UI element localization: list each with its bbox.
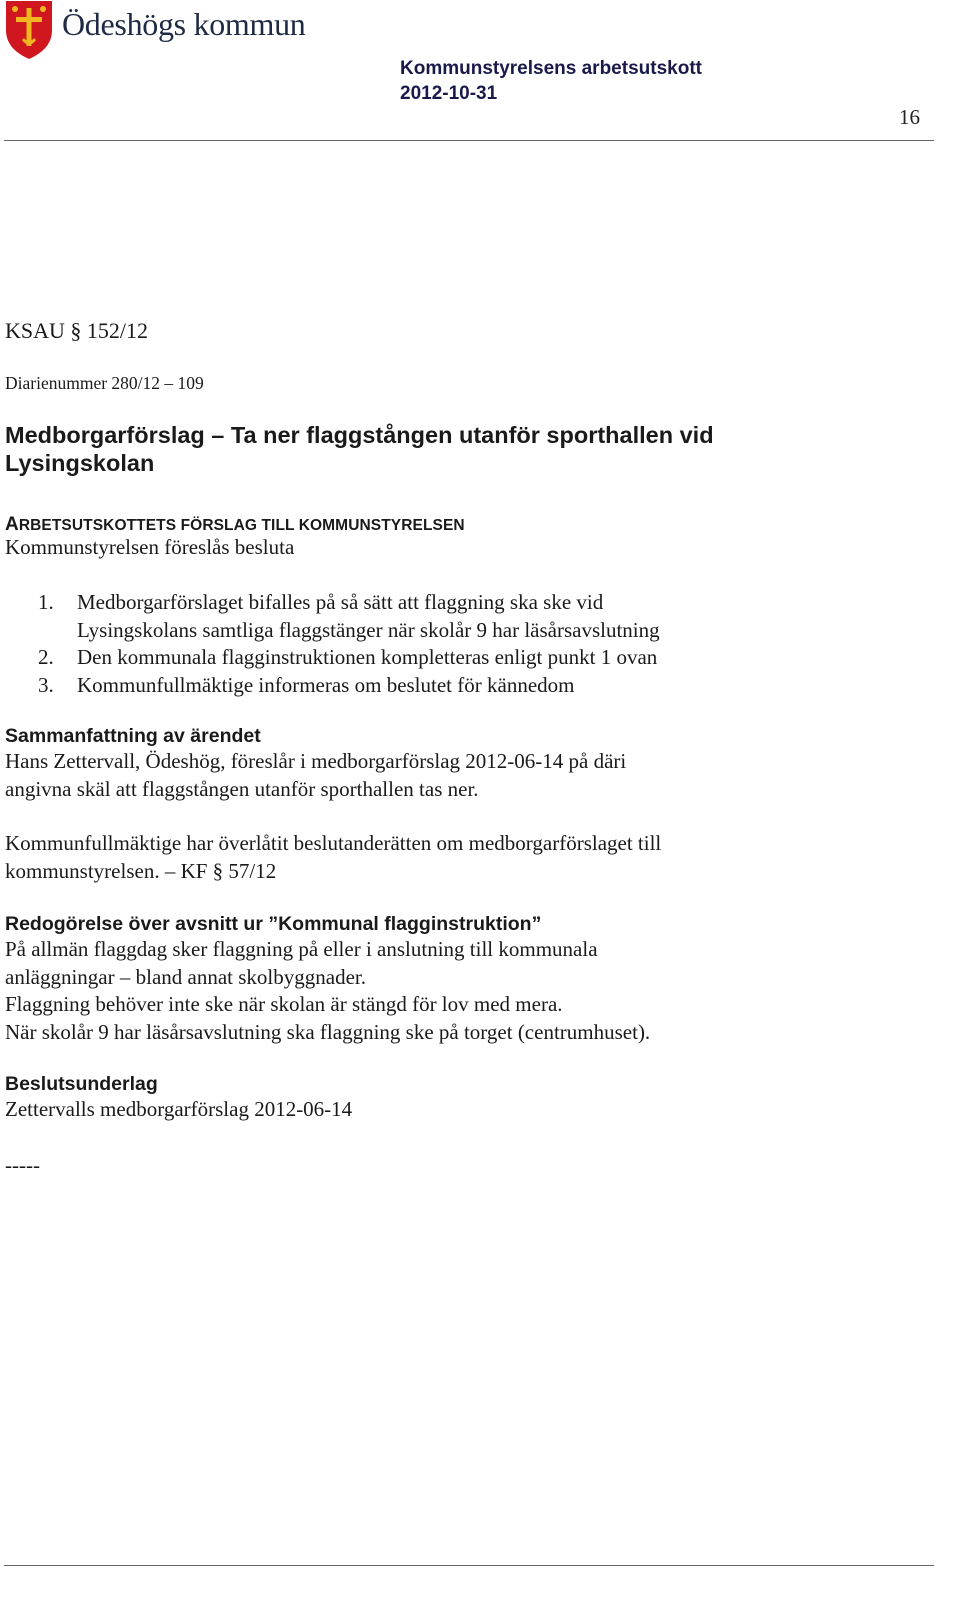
list-item-text: Medborgarförslaget bifalles på så sätt att flaggning ska ske vid	[77, 590, 604, 614]
summary-heading: Sammanfattning av ärendet	[5, 725, 261, 747]
proposal-heading-rest: RBETSUTSKOTTETS FÖRSLAG TILL KOMMUNSTYRELSEN	[18, 517, 465, 534]
paragraph-line: Flaggning behöver inte ske när skolan är stängd för lov med mera.	[5, 992, 563, 1016]
proposal-heading-initial: A	[5, 514, 19, 535]
header-divider	[4, 140, 934, 141]
basis-line: Zettervalls medborgarförslag 2012-06-14	[5, 1097, 353, 1121]
list-item-number: 2.	[38, 645, 54, 669]
list-item	[0, 672, 960, 700]
committee-name: Kommunstyrelsens arbetsutskott	[400, 58, 702, 79]
account-paragraph	[5, 936, 650, 1046]
paragraph-line: När skolår 9 har läsårsavslutning ska flaggning ske på torget (centrumhuset).	[5, 1019, 651, 1044]
paragraph-line: anläggningar – bland annat skolbyggnader.	[5, 964, 366, 989]
proposal-heading	[5, 514, 465, 536]
summary-paragraph	[5, 748, 626, 803]
page-number: 16	[899, 105, 920, 129]
end-mark: -----	[5, 1153, 40, 1177]
list-item-number: 3.	[38, 672, 54, 697]
list-item-number: 1.	[38, 590, 54, 614]
basis-heading: Beslutsunderlag	[5, 1073, 158, 1095]
document-title-line: Lysingskolan	[5, 450, 155, 476]
organization-name: Ödeshögs kommun	[62, 6, 306, 42]
summary-paragraph	[5, 830, 661, 885]
paragraph-line: angivna skäl att flaggstången utanför sporthallen tas ner.	[5, 776, 479, 801]
list-item-text: Kommunfullmäktige informeras om beslutet för kännedom	[77, 672, 575, 697]
paragraph-line: kommunstyrelsen. – KF § 57/12	[5, 858, 277, 883]
municipality-emblem-icon	[4, 0, 54, 60]
paragraph-line: Kommunfullmäktige har överlåtit beslutanderätten om medborgarförslaget till	[5, 831, 662, 855]
document-title	[5, 421, 714, 477]
paragraph-line: På allmän flaggdag sker flaggning på eller i anslutning till kommunala	[5, 937, 598, 961]
proposal-list	[0, 589, 960, 699]
diarie-number: Diarienummer 280/12 – 109	[5, 373, 204, 393]
footer-divider	[4, 1565, 934, 1566]
list-item	[0, 644, 960, 672]
case-id: KSAU § 152/12	[5, 318, 149, 343]
account-heading: Redogörelse över avsnitt ur ”Kommunal flagginstruktion”	[5, 913, 542, 935]
paragraph-line: Hans Zettervall, Ödeshög, föreslår i medborgarförslag 2012-06-14 på däri	[5, 749, 627, 773]
list-item	[0, 589, 960, 644]
list-item-text: Lysingskolans samtliga flaggstänger när skolår 9 har läsårsavslutning	[77, 617, 660, 642]
meeting-date: 2012-10-31	[400, 83, 498, 104]
list-item-text: Den kommunala flagginstruktionen kompletteras enligt punkt 1 ovan	[77, 645, 658, 669]
document-title-line: Medborgarförslag – Ta ner flaggstången utanför sporthallen vid	[5, 422, 714, 448]
proposal-intro: Kommunstyrelsen föreslås besluta	[5, 535, 295, 559]
